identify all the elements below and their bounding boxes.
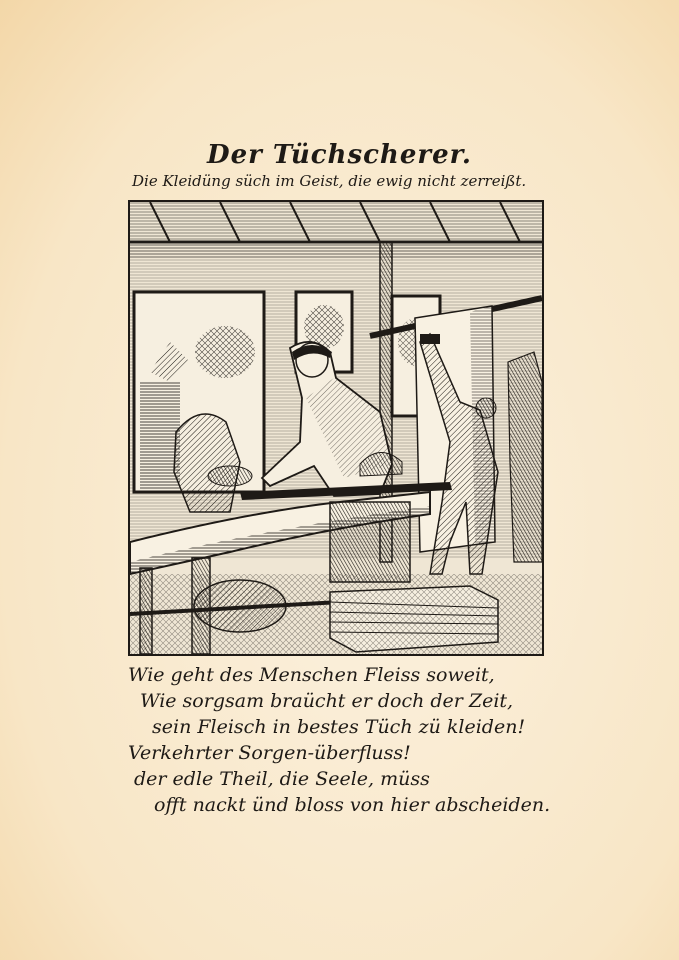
verse-line: sein Fleisch in bestes Tüch zü kleiden!	[152, 716, 526, 738]
verse-line: Wie sorgsam braücht er doch der Zeit,	[140, 690, 514, 712]
cloth-shearer-scene	[130, 202, 542, 654]
page-subtitle: Die Kleidüng süch im Geist, die ewig nicht zerreißt.	[132, 172, 527, 190]
engraving-illustration	[128, 200, 544, 656]
verse-line: der edle Theil, die Seele, müss	[134, 768, 430, 790]
verse-line: offt nackt ünd bloss von hier abscheiden.	[154, 794, 551, 816]
verse-line: Wie geht des Menschen Fleiss soweit,	[128, 664, 495, 686]
ceiling-beams	[130, 202, 542, 258]
tiled-floor	[130, 574, 542, 654]
verse-line: Verkehrter Sorgen-überfluss!	[128, 742, 411, 764]
background-figure	[508, 352, 542, 562]
verse-block	[128, 662, 568, 818]
page-title: Der Tüchscherer.	[207, 140, 472, 170]
